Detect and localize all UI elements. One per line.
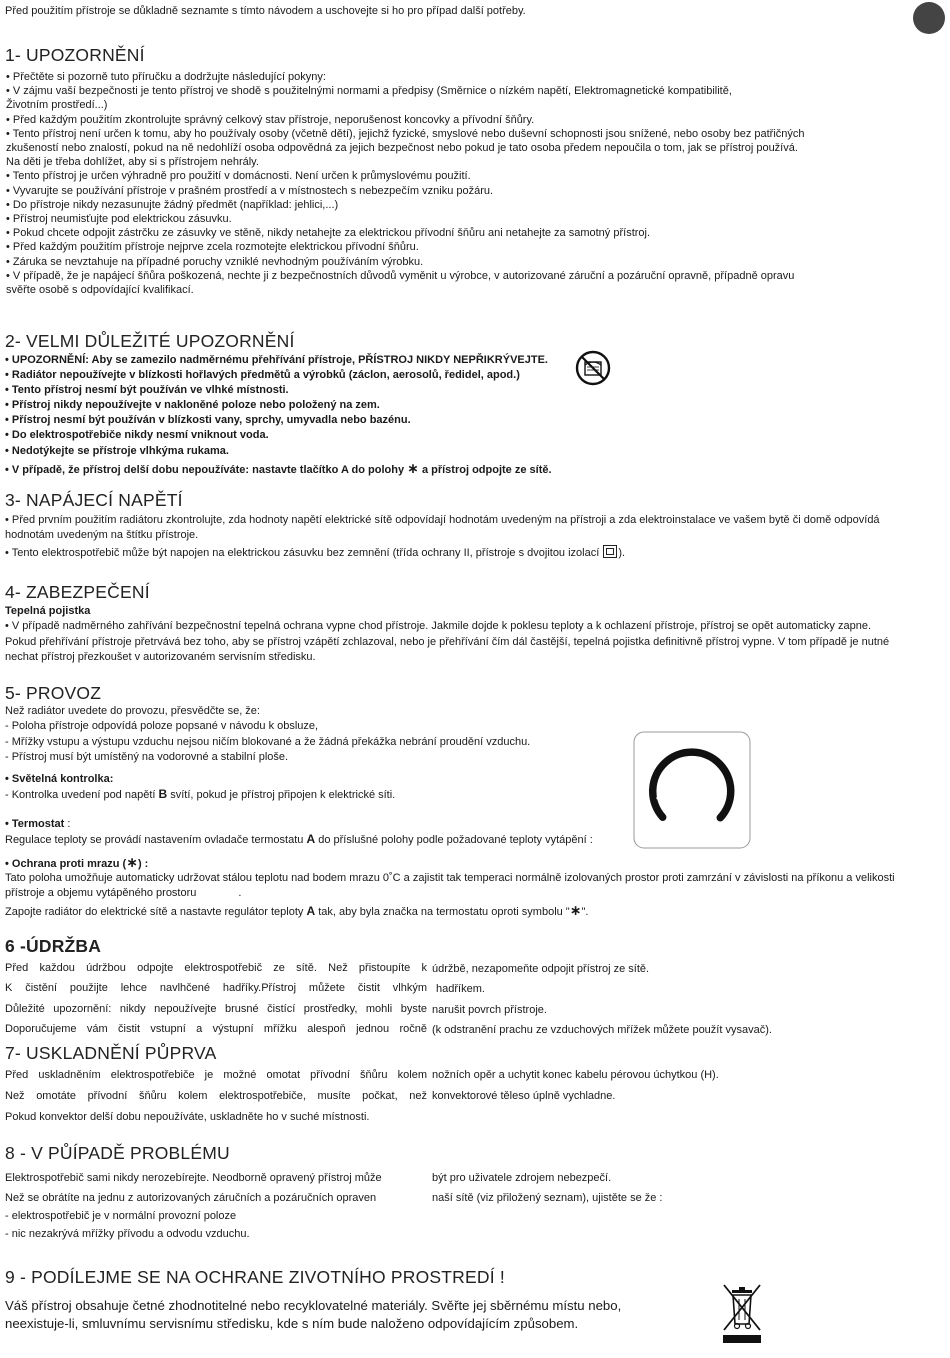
frost-symbol: ∗ xyxy=(569,902,582,918)
section-1-title: 1- UPOZORNĚNÍ xyxy=(5,45,145,65)
s7-left-line: Před uskladněním elektrospotřebiče je možné omotat přívodní šňůru kolem xyxy=(5,1069,427,1081)
s6-left-line: K čistění použijte lehce navlhčené hadříky.Přístroj můžete čistit vlhkým xyxy=(5,982,427,995)
s4-line: nechat přístroj přezkoušet v autorizovaném servisním středisku. xyxy=(5,651,316,663)
s9-line: neexistuje-li, smluvnímu servisnímu středisku, kde s ním bude naloženo odpovídajícím způsobem. xyxy=(5,1316,579,1331)
section-5-body xyxy=(5,704,625,766)
weee-bin-icon xyxy=(720,1282,764,1344)
frost-letter-a: A xyxy=(306,904,316,918)
section-7-right xyxy=(432,1065,932,1107)
s2-line: • Do elektrospotřebiče nikdy nesmí vniknout voda. xyxy=(5,429,269,442)
s2-line: • Přístroj nikdy nepoužívejte v nakloněné poloze nebo položený na zem. xyxy=(5,399,380,412)
section-9-title: 9 - PODÍLEJME SE NA OCHRANE ZIVOTNÍHO PROSTREDÍ ! xyxy=(5,1267,505,1287)
s6-right-line: hadříkem. xyxy=(436,983,485,996)
s5-line: Než radiátor uvedete do provozu, přesvědčte se, že: xyxy=(5,705,260,717)
s6-left-line: Doporučujeme vám čistit vstupní a výstupní mřížku alespoň jednou ročně xyxy=(5,1022,427,1035)
section-6-title: 6 -ÚDRŽBA xyxy=(5,936,102,956)
frost-line-d: ". xyxy=(581,906,589,918)
frost-line-c: tak, aby byla značka na termostatu oproti symbolu " xyxy=(318,906,570,918)
s2-last-line xyxy=(5,461,552,477)
s1-line: • Před každým použitím zkontrolujte správný celkový stav přístroje, neporušenost koncovky a přívodní šňůry. xyxy=(6,113,535,126)
s6-left-line: Důležité upozornění: nikdy nepoužívejte brusné čistící prostředky, mohli byste xyxy=(5,1002,427,1015)
thermostat-text-a: Regulace teploty se provádí nastavením ovladače termostatu xyxy=(5,834,304,846)
s1-line: • Tento přístroj je určen výhradně pro použití v domácnosti. Není určen k průmyslovému použití. xyxy=(6,170,471,183)
section-7-title: 7- USKLADNĚNÍ PŮPRVA xyxy=(5,1043,217,1063)
s4-line: • V případě nadměrného zahřívání bezpečnostní tepelná ochrana vypne chod přístroje. Jakmile dojde k poklesu teploty a k ochlazení přístroje, přístroj se opět automaticky zapne. xyxy=(5,620,872,632)
s3-line-text: • Tento elektrospotřebič může být napojen na elektrickou zásuvku bez zemnění (třída ochrany II, přístroje s dvojitou izolací xyxy=(5,547,600,559)
frost-line-dot: . xyxy=(238,887,242,899)
s2-line: • Nedotýkejte se přístroje vlhkýma rukama. xyxy=(5,444,229,457)
do-not-cover-icon xyxy=(574,350,612,386)
s1-line: • Přečtěte si pozorně tuto příručku a dodržujte následující pokyny: xyxy=(6,71,326,83)
frost-line xyxy=(5,886,935,901)
section-2-body xyxy=(5,353,605,459)
section-6-left xyxy=(5,958,427,1039)
section-3-title: 3- NAPÁJECÍ NAPĚTÍ xyxy=(5,490,183,510)
s1-line: zkušeností nebo znalostí, pokud na ně nedohlíží osoba odpovědná za jejich bezpečnost nebo pokud je tato osoba předem nepoučila o tom, jak se přístroj používá. xyxy=(6,142,798,155)
double-insulation-icon xyxy=(603,545,617,558)
section-9-body xyxy=(5,1297,705,1333)
frost-line-a: Zapojte radiátor do elektrické sítě a nastavte regulátor teploty xyxy=(5,906,304,918)
section-6-right xyxy=(432,959,932,1040)
s3-line-end: ). xyxy=(618,547,626,559)
thermostat-letter-a: A xyxy=(306,832,316,846)
s5-line: - Poloha přístroje odpovídá poloze popsané v návodu k obsluze, xyxy=(5,720,319,733)
s2-last-text-end: a přístroj odpojte ze sítě. xyxy=(421,464,552,476)
s1-line: Na děti je třeba dohlížet, aby si s přístrojem nehrály. xyxy=(6,156,259,169)
section-1-body xyxy=(6,70,926,297)
s1-line: • Pokud chcete odpojit zástrčku ze zásuvky ve stěně, nikdy netahejte za elektrickou přívodní šňůru ani netahejte za samotný přístroj. xyxy=(6,227,651,240)
s1-line: • Vyvarujte se používání přístroje v prašném prostředí a v místnostech s nebezpečím vzniku požáru. xyxy=(6,184,494,197)
s2-last-text: • V případě, že přístroj delší dobu nepoužíváte: nastavte tlačítko A do polohy xyxy=(5,464,405,476)
s2-line: • Radiátor nepoužívejte v blízkosti hořlavých předmětů a výrobků (záclon, aerosolů, ředidel, apod.) xyxy=(5,369,520,382)
light-text-c: svítí, pokud je přístroj připojen k elektrické síti. xyxy=(170,789,396,801)
thermostat-text xyxy=(5,832,593,847)
s1-line: • V případě, že je napájecí šňůra poškozená, nechte ji z bezpečnostních důvodů vyměnit u výrobce, v autorizované záruční a pozáruční opravně, případně opravu xyxy=(6,269,795,282)
light-letter-b: B xyxy=(158,787,168,801)
section-4-subtitle: Tepelná pojistka xyxy=(5,605,91,617)
s9-line: Váš přístroj obsahuje četné zhodnotitelné nebo recyklovatelné materiály. Svěřte jej sběrnému místu nebo, xyxy=(5,1298,622,1313)
s6-right-line: narušit povrch přístroje. xyxy=(432,1003,547,1016)
section-8-right xyxy=(432,1169,932,1207)
s5-line: - Mřížky vstupu a výstupu vzduchu nejsou ničím blokované a že žádná překážka nebrání proudění vzduchu. xyxy=(5,735,531,748)
s1-line: • Tento přístroj není určen k tomu, aby ho používaly osoby (včetně dětí), jejichž fyzické, smyslové nebo duševní schopnosti jsou snížené, nebo osoby bez patřičných xyxy=(6,127,805,140)
section-2-title: 2- VELMI DŮLEŽITÉ UPOZORNĚNÍ xyxy=(5,331,295,351)
corner-dot xyxy=(913,2,945,34)
s8-left-line: - elektrospotřebič je v normální provozní poloze xyxy=(5,1210,237,1222)
frost-title xyxy=(5,855,148,871)
s7-right-line: nožních opěr a uchytit konec kabelu pérovou úchytkou (H). xyxy=(432,1069,719,1081)
section-8-title: 8 - V PŮÍPADĚ PROBLÉMU xyxy=(5,1143,230,1163)
section-7-left xyxy=(5,1065,427,1128)
section-8-left xyxy=(5,1169,427,1243)
s1-line: • Do přístroje nikdy nezasunujte žádný předmět (například: jehlici,...) xyxy=(6,198,339,211)
frost-body xyxy=(5,871,935,920)
s3-line: hodnotám uvedeným na štítku přístroje. xyxy=(5,529,199,541)
s1-line: • Před každým použitím přístroje nejprve zcela rozmotejte elektrickou přívodní šňůru. xyxy=(6,241,419,254)
s4-line: Pokud přehřívání přístroje přetrvává bez toho, aby se přístroj vzápětí zchlazoval, nebo je přehřívání čím dál častější, tepelná pojistka definitivně přístroj vypne. V tom případě je nutné xyxy=(5,635,890,648)
frost-symbol: ∗ xyxy=(407,460,419,476)
s8-left-line: Než se obrátíte na jednu z autorizovaných záručních a pozáručních opraven xyxy=(5,1192,377,1204)
s8-left-line: Elektrospotřebič sami nikdy nerozebírejte. Neodborně opravený přístroj může xyxy=(5,1172,382,1184)
frost-title-end: ) : xyxy=(137,858,149,870)
section-5-title: 5- PROVOZ xyxy=(5,683,102,703)
frost-line: Tato poloha umožňuje automaticky udržovat stálou teplotu nad bodem mrazu 0˚C a zajistit tak temperaci normálně izolovaných prostor proti zamrzání v závislosti na příkonu a velikosti xyxy=(5,872,895,884)
light-text xyxy=(5,787,395,802)
s3-line: • Před prvním použitím radiátoru zkontrolujte, zda hodnoty napětí elektrické sítě odpovídají hodnotám uvedeným na přístroji a zda elektroinstalace ve vašem bytě či domě odpovídá xyxy=(5,514,880,526)
light-title: • Světelná kontrolka: xyxy=(5,773,114,785)
s1-line: • Záruka se nevztahuje na případné poruchy vzniklé nevhodným používáním výrobku. xyxy=(6,255,424,268)
s2-line: • Tento přístroj nesmí být používán ve vlhké místnosti. xyxy=(5,384,289,397)
s1-line: • Přístroj neumisťujte pod elektrickou zásuvku. xyxy=(6,213,232,226)
s8-right-line: být pro uživatele zdrojem nebezpečí. xyxy=(432,1172,612,1184)
s7-left-line: Než omotáte přívodní šňůru kolem elektrospotřebiče, musíte počkat, než xyxy=(5,1090,427,1102)
thermostat-title xyxy=(5,817,70,831)
thermostat-title-text: • Termostat xyxy=(5,818,65,830)
s1-line: • V zájmu vaší bezpečnosti je tento přístroj ve shodě s použitelnými normami a předpisy (Směrnice o nízkém napětí, Elektromagnetické kompatibilitě, xyxy=(6,85,732,98)
s1-line: svěřte osobě s odpovídající kvalifikací. xyxy=(6,284,194,297)
section-4-title: 4- ZABEZPEČENÍ xyxy=(5,582,150,602)
frost-line-text: přístroje a objemu vytápěného prostoru xyxy=(5,887,197,899)
s8-right-line: naší sítě (viz přiložený seznam), ujistěte se že : xyxy=(432,1192,663,1204)
thermostat-colon: : xyxy=(67,818,71,830)
section-4-body xyxy=(5,619,935,666)
frost-symbol: ∗ xyxy=(126,854,138,870)
s6-left-line: Před každou údržbou odpojte elektrospotřebič ze sítě. Než přistoupíte k xyxy=(5,962,427,974)
s8-left-line: - nic nezakrývá mřížky přívodu a odvodu vzduchu. xyxy=(5,1228,250,1240)
thermostat-text-c: do příslušné polohy podle požadované teploty vytápění : xyxy=(318,834,593,846)
s7-right-line: konvektorové těleso úplně vychladne. xyxy=(432,1090,616,1102)
frost-line xyxy=(5,903,935,920)
s7-left-line: Pokud konvektor delší dobu nepoužíváte, uskladněte ho v suché místnosti. xyxy=(5,1111,370,1123)
s2-line: • UPOZORNĚNÍ: Aby se zamezilo nadměrnému přehřívání přístroje, PŘÍSTROJ NIKDY NEPŘIKRÝVEJTE. xyxy=(5,354,548,366)
frost-title-text: • Ochrana proti mrazu ( xyxy=(5,858,127,870)
section-3-body xyxy=(5,513,925,561)
thermostat-dial-icon xyxy=(633,731,751,849)
intro-text: Před použitím přístroje se důkladně seznamte s tímto návodem a uschovejte si ho pro případ další potřeby. xyxy=(5,5,526,17)
s3-line xyxy=(5,545,925,561)
s6-right-line: (k odstranění prachu ze vzduchových mřížek můžete použít vysavač). xyxy=(432,1023,772,1036)
s1-line: Životním prostředí...) xyxy=(6,99,108,112)
s2-line: • Přístroj nesmí být používán v blízkosti vany, sprchy, umyvadla nebo bazénu. xyxy=(5,414,411,427)
s6-right-line: údržbě, nezapomeňte odpojit přístroj ze sítě. xyxy=(432,963,650,975)
light-text-a: - Kontrolka uvedení pod napětí xyxy=(5,789,156,801)
s5-line: - Přístroj musí být umístěný na vodorovné a stabilní ploše. xyxy=(5,751,289,764)
